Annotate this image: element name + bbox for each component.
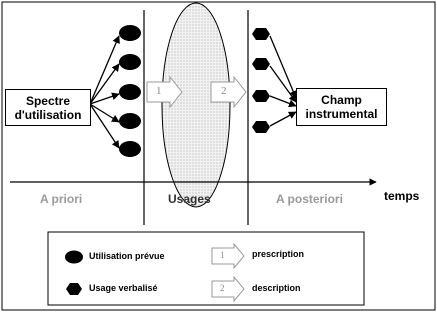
legend-arrow-1-number: 1 xyxy=(220,250,225,260)
phase-a-posteriori: A posteriori xyxy=(276,192,343,206)
axis-label-temps: temps xyxy=(384,189,420,203)
legend-arrow-1-shape xyxy=(212,244,244,268)
legend-hexagon-icon xyxy=(66,283,82,295)
legend-arrow-2-shape xyxy=(212,277,244,301)
legend-arrow-2-number: 2 xyxy=(220,283,225,293)
champ-line1: Champ xyxy=(321,93,362,107)
spectre-line1: Spectre xyxy=(25,93,70,108)
legend-utilisation-prevue: Utilisation prévue xyxy=(89,251,165,261)
description-arrow-shape xyxy=(211,77,246,107)
arrow-2-number: 2 xyxy=(221,85,227,97)
legend-ellipse-icon xyxy=(65,251,83,264)
champ-line2: instrumental xyxy=(305,107,378,121)
left-arrows xyxy=(90,36,119,148)
phase-a-priori: A priori xyxy=(40,192,83,206)
usage-verbalise-markers xyxy=(252,28,270,133)
spectre-line2: d'utilisation xyxy=(14,107,82,122)
utilisation-prevue-markers xyxy=(119,25,141,157)
spectre-utilisation-box xyxy=(5,89,91,126)
arrow-1-number: 1 xyxy=(156,85,162,97)
right-arrows xyxy=(270,36,296,126)
legend-prescription: prescription xyxy=(252,249,305,259)
champ-instrumental-box xyxy=(296,88,387,126)
legend-box xyxy=(48,232,364,305)
phase-usages: Usages xyxy=(168,192,211,206)
legend-description: description xyxy=(252,283,301,293)
legend-usage-verbalise: Usage verbalisé xyxy=(89,283,158,293)
